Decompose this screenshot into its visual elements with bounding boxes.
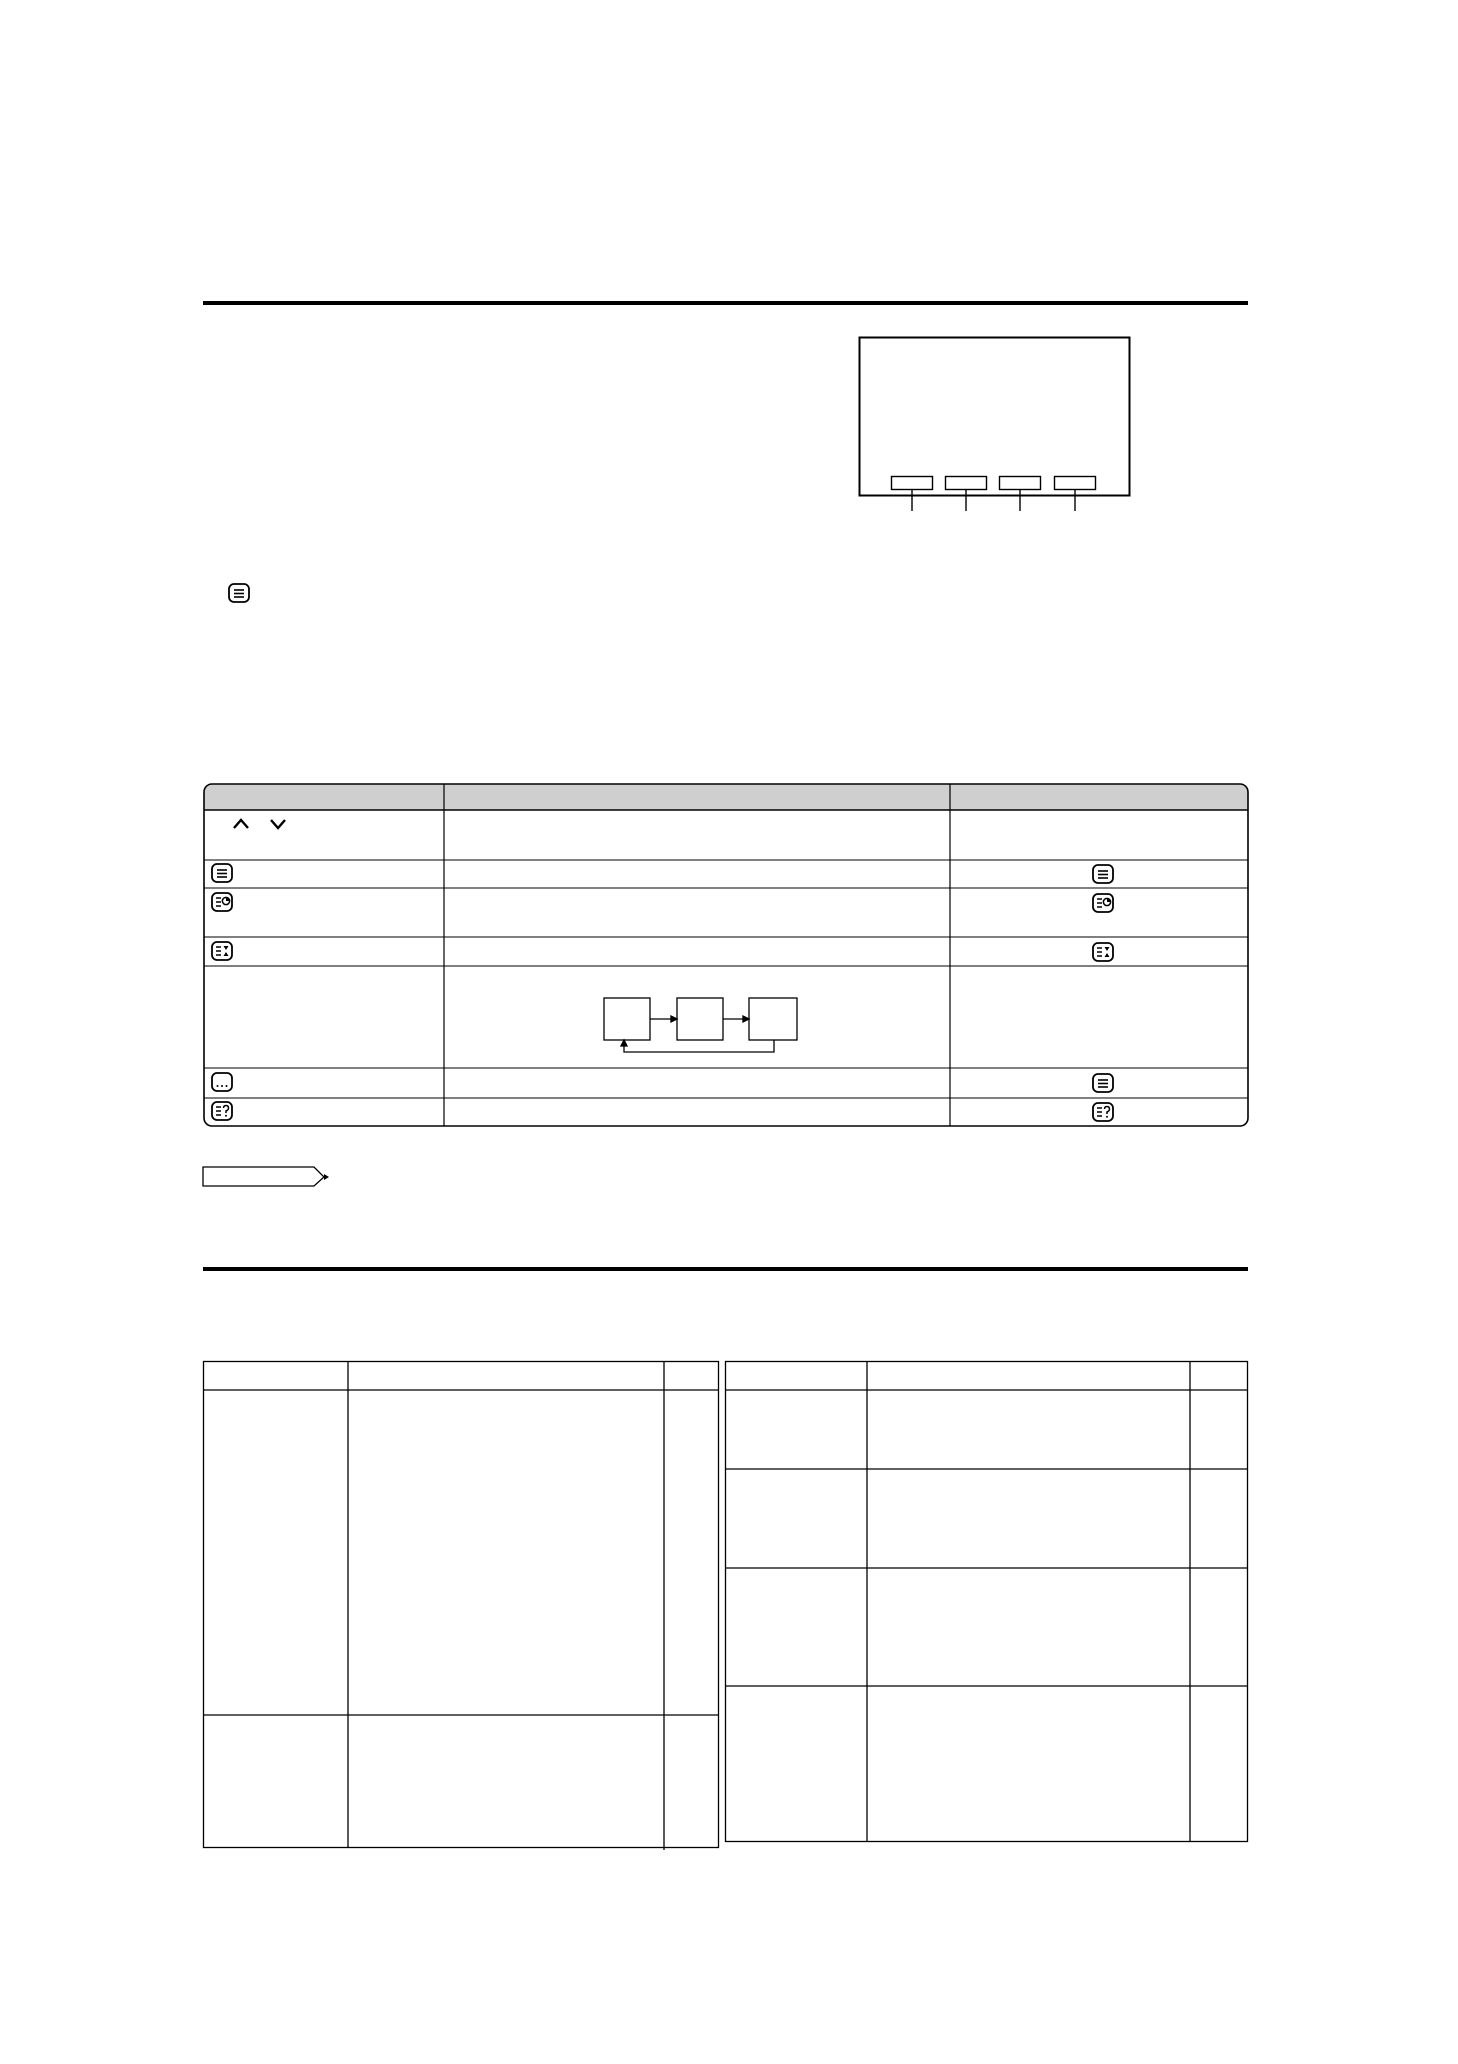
mode-box [749, 998, 797, 1040]
teletext-icon [1092, 864, 1114, 884]
section-rule-bottom [203, 1267, 1248, 1271]
teletext-icon [1092, 1073, 1114, 1093]
reveal-icon [211, 1101, 233, 1121]
size-icon [1092, 942, 1114, 962]
cancel-icon [211, 1072, 233, 1092]
up-arrow-icon [231, 816, 251, 832]
note-tag [202, 1166, 332, 1188]
mode-box [677, 998, 723, 1040]
troubleshooting-table-left [202, 1360, 722, 1852]
teletext-icon [211, 863, 233, 883]
troubleshooting-table-right [724, 1360, 1250, 1846]
size-icon [211, 941, 233, 961]
table-header [204, 784, 1248, 810]
hold-icon [1092, 893, 1114, 913]
mode-cycle-diagram [604, 998, 797, 1052]
mode-box [604, 998, 650, 1040]
hold-icon [211, 892, 233, 912]
down-arrow-icon [268, 816, 288, 832]
reveal-icon [1092, 1102, 1114, 1122]
